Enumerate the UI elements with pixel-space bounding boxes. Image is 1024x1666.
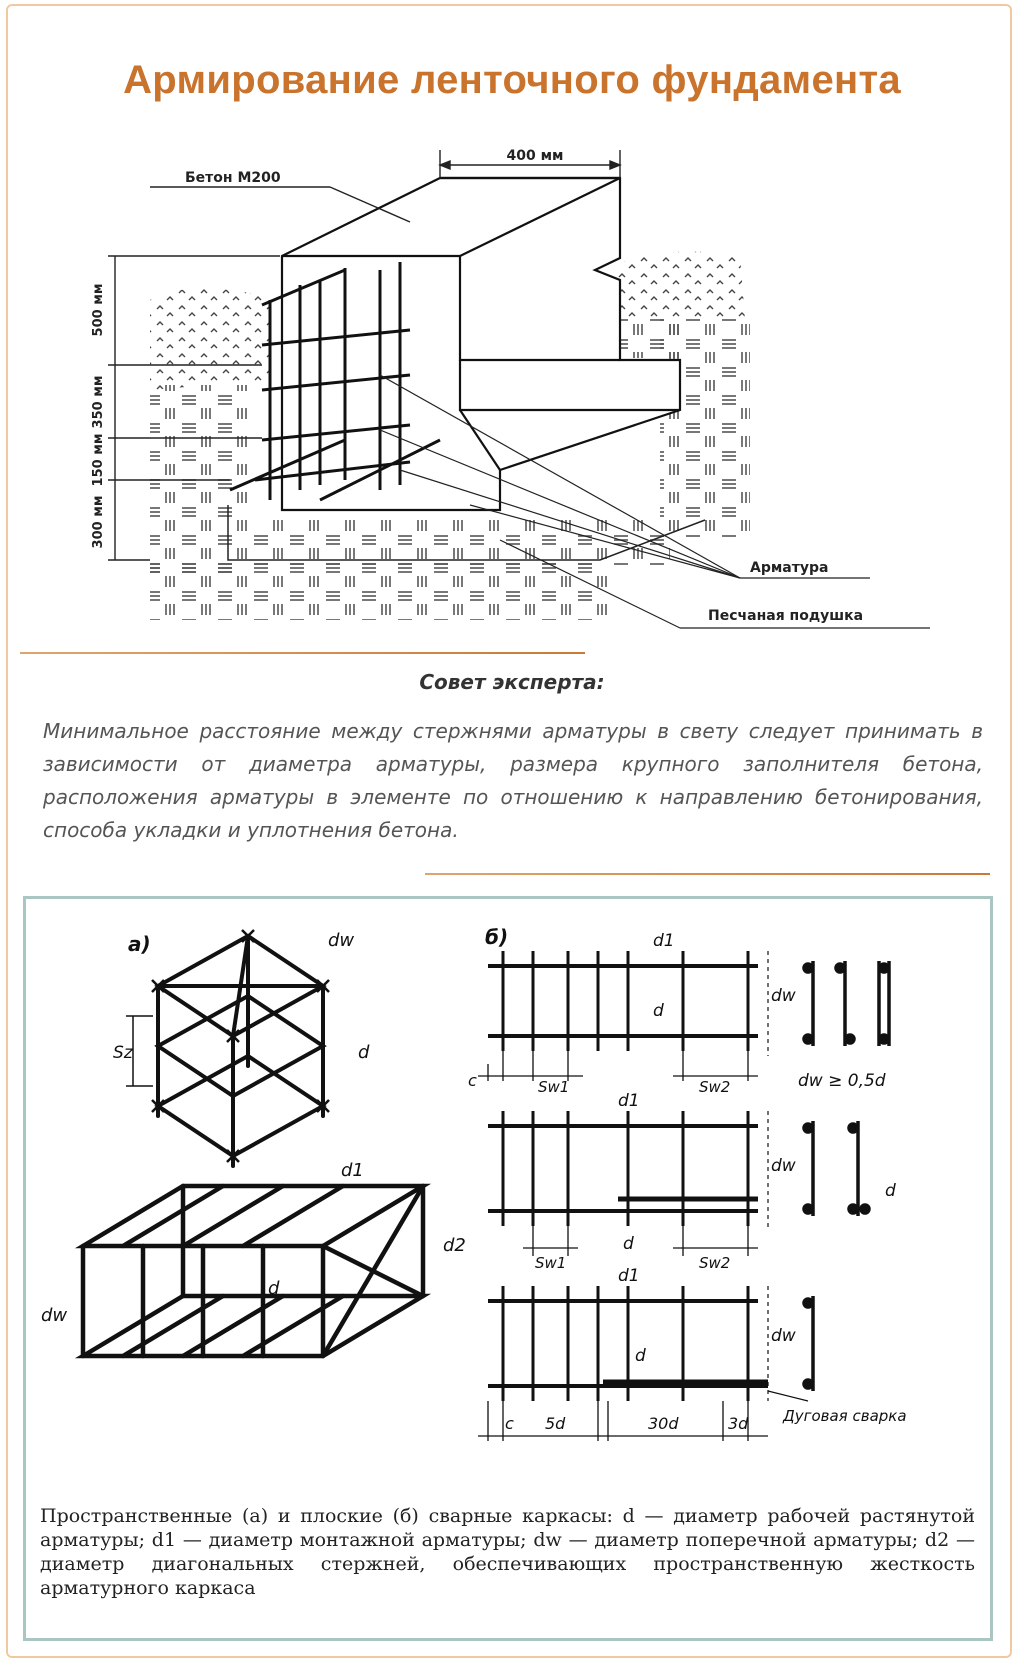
sand-label: Песчаная подушка	[708, 608, 864, 624]
part-b-label: б)	[485, 925, 509, 949]
dim-150-label: 150 мм	[91, 433, 106, 487]
spatial-cage-a	[158, 936, 323, 1166]
dim-300-label: 300 мм	[91, 495, 106, 549]
dim-500-label: 500 мм	[91, 283, 106, 337]
3d-label: 3d	[728, 1414, 749, 1433]
dim-350-label: 350 мм	[91, 375, 106, 429]
arc-weld-label: Дуговая сварка	[783, 1407, 907, 1425]
sw2-label-b2: Sw2	[699, 1254, 731, 1272]
side-section-3	[768, 1296, 813, 1401]
d1-label-b3: d1	[618, 1266, 640, 1286]
5d-label: 5d	[545, 1414, 566, 1433]
foundation-block	[282, 178, 680, 510]
sw1-label-b1: Sw1	[538, 1078, 570, 1096]
flat-frame-2	[488, 1111, 768, 1231]
d-label-b1: d	[653, 1001, 664, 1021]
sz-label: Sz	[113, 1043, 133, 1063]
d-label-a: d	[358, 1042, 370, 1063]
rebar-label: Арматура	[750, 560, 829, 576]
side-sections-2	[804, 1121, 869, 1216]
weld-marks-a	[152, 930, 329, 1162]
frame-1-dims	[478, 1051, 758, 1081]
dw-label-b1: dw	[771, 986, 796, 1006]
dw-label-box: dw	[41, 1305, 68, 1326]
d-label-b3: d	[635, 1346, 646, 1366]
dw-label-a: dw	[328, 930, 355, 951]
d2-label-a: d2	[443, 1235, 466, 1256]
page-title: Армирование ленточного фундамента	[123, 58, 901, 102]
welded-cages-diagram	[23, 896, 993, 1506]
figure-caption: Пространственные (а) и плоские (б) сварные каркасы: d — диаметр рабочей растянутой арматуры; d1 — диаметр монтажной арматуры; dw — диаметр поперечной арматуры; d2 — диаметр диагональных стержней, обеспечивающих пространственную жесткость арматурного каркаса	[40, 1505, 975, 1599]
d1-label-a: d1	[341, 1160, 364, 1181]
flat-frame-3	[488, 1286, 768, 1401]
tip-text: Минимальное расстояние между стержнями арматуры в свету следует принимать в зависимости от диаметра арматуры, размера крупного заполнителя бетона, расположения арматуры в элементе по отношению к направлению бетонирования, способа укладки и уплотнения бетона.	[43, 719, 983, 842]
d1-label-b2: d1	[618, 1091, 640, 1111]
side-sections-1	[804, 961, 889, 1046]
flat-frame-1	[488, 951, 768, 1056]
frame-3-dims	[478, 1401, 768, 1441]
box-cage-a	[83, 1186, 423, 1356]
d-label-side: d	[885, 1181, 896, 1201]
concrete-label: Бетон М200	[185, 170, 281, 186]
d-label-b2: d	[623, 1234, 634, 1254]
frame-2-dims	[523, 1226, 758, 1256]
c-label-b3: c	[505, 1414, 514, 1433]
width-label: 400 мм	[506, 148, 564, 164]
c-label-b1: c	[468, 1071, 477, 1090]
sw2-label-b1: Sw2	[699, 1078, 731, 1096]
d1-label-b1: d1	[653, 931, 675, 951]
tip-heading: Совет эксперта:	[419, 670, 605, 694]
divider-right	[425, 873, 990, 875]
divider-left	[20, 652, 585, 654]
d-label-box: d	[268, 1278, 280, 1299]
30d-label: 30d	[648, 1414, 679, 1433]
sw1-label-b2: Sw1	[535, 1254, 567, 1272]
dw-label-b2: dw	[771, 1156, 796, 1176]
part-a-label: а)	[128, 932, 151, 956]
dw-rule-label: dw ≥ 0,5d	[798, 1071, 886, 1091]
dw-label-b3: dw	[771, 1326, 796, 1346]
foundation-diagram	[0, 0, 1024, 660]
